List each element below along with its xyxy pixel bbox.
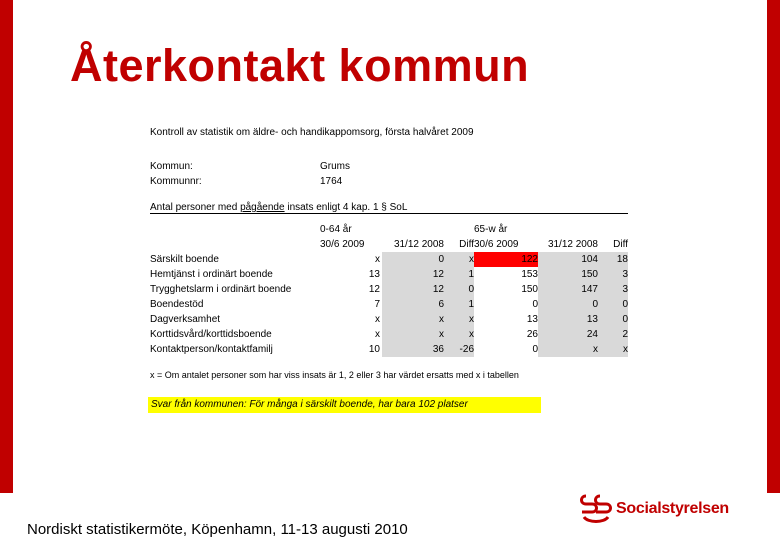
subtitle-prefix: Antal personer med: [150, 202, 241, 213]
statistics-table: [150, 222, 628, 357]
table-cell: 36: [382, 342, 444, 357]
kommun-value: Grums: [320, 161, 350, 172]
table-cell: x: [444, 327, 474, 342]
kommun-row: [150, 161, 350, 172]
col-header: 31/12 2008: [547, 239, 598, 250]
table-cell: -26: [444, 342, 474, 357]
slide-footer: Nordiskt statistikermöte, Köpenhamn, 11-13 augusti 2010: [27, 521, 408, 538]
table-cell: 3: [598, 282, 628, 297]
kommunnr-row: [150, 176, 343, 187]
col-header: 31/12 2008: [393, 239, 444, 250]
footnote: x = Om antalet personer som har viss insats är 1, 2 eller 3 har värdet ersatts med x i tabellen: [150, 370, 519, 380]
subtitle-suffix: insats enligt 4 kap. 1 § SoL: [284, 202, 408, 213]
slide-title: Återkontakt kommun: [70, 40, 530, 91]
row-label: Dagverksamhet: [150, 314, 221, 325]
table-cell: 0: [598, 312, 628, 327]
table-row: [150, 312, 628, 327]
table-cell: 7: [374, 299, 380, 310]
row-label: Trygghetslarm i ordinärt boende: [150, 284, 292, 295]
table-cell: 0: [598, 297, 628, 312]
table-cell: 0: [532, 299, 538, 310]
table-cell: x: [375, 254, 380, 265]
col-header: Diff: [613, 239, 628, 250]
table-cell: x: [538, 342, 598, 357]
table-cell: 150: [538, 267, 598, 282]
table-cell: x: [375, 329, 380, 340]
table-cell: 13: [368, 269, 380, 280]
document-caption: Kontroll av statistik om äldre- och handikappomsorg, första halvåret 2009: [150, 127, 474, 138]
table-cell: 0: [382, 252, 444, 267]
row-label: Korttidsvård/korttidsboende: [150, 329, 272, 340]
table-cell: x: [382, 327, 444, 342]
table-cell: 13: [526, 314, 538, 325]
left-accent-bar: [0, 0, 13, 493]
table-cell: 104: [538, 252, 598, 267]
table-cell: 0: [538, 297, 598, 312]
table-cell: 0: [444, 282, 474, 297]
highlighted-cell: 122: [474, 252, 538, 267]
row-label: Kontaktperson/kontaktfamilj: [150, 344, 273, 355]
table-row: [150, 327, 628, 342]
table-cell: 150: [521, 284, 538, 295]
table-cell: 12: [382, 267, 444, 282]
col-header: Diff: [459, 239, 474, 250]
table-cell: x: [375, 314, 380, 325]
table-cell: 10: [368, 344, 380, 355]
kommunnr-label: Kommunnr:: [150, 176, 202, 187]
group-0-64: 0-64 år: [320, 224, 352, 235]
table-cell: 6: [382, 297, 444, 312]
table-cell: 1: [444, 267, 474, 282]
table-row: [150, 297, 628, 312]
table-row: [150, 342, 628, 357]
kommunnr-value: 1764: [320, 176, 343, 187]
table-cell: 1: [444, 297, 474, 312]
subtitle-underlined: pågående: [240, 202, 285, 213]
table-cell: x: [382, 312, 444, 327]
table-cell: 153: [521, 269, 538, 280]
right-accent-bar: [767, 0, 780, 493]
table-cell: 26: [526, 329, 538, 340]
group-65-w: 65-w år: [474, 224, 508, 235]
table-row: [150, 282, 628, 297]
row-label: Särskilt boende: [150, 254, 219, 265]
table-cell: 3: [598, 267, 628, 282]
table-cell: x: [444, 312, 474, 327]
kommun-label: Kommun:: [150, 161, 193, 172]
row-label: Boendestöd: [150, 299, 204, 310]
table-cell: 147: [538, 282, 598, 297]
socialstyrelsen-logo: [578, 493, 729, 525]
table-cell: 0: [532, 344, 538, 355]
column-header-row: [150, 237, 628, 252]
table-cell: 12: [368, 284, 380, 295]
col-header: 30/6 2009: [474, 239, 519, 250]
socialstyrelsen-emblem-icon: [578, 493, 614, 525]
col-header: 30/6 2009: [320, 239, 365, 250]
row-label: Hemtjänst i ordinärt boende: [150, 269, 273, 280]
table-cell: x: [444, 252, 474, 267]
logo-text: Socialstyrelsen: [616, 500, 729, 517]
table-subtitle: [150, 202, 628, 214]
table-row: [150, 267, 628, 282]
group-header-row: [150, 222, 628, 237]
table-cell: 18: [598, 252, 628, 267]
municipality-answer: Svar från kommunen: För många i särskilt boende, har bara 102 platser: [148, 397, 541, 413]
table-cell: 2: [598, 327, 628, 342]
table-cell: 24: [538, 327, 598, 342]
table-row: [150, 252, 628, 267]
table-cell: 13: [538, 312, 598, 327]
table-cell: x: [598, 342, 628, 357]
table-cell: 12: [382, 282, 444, 297]
